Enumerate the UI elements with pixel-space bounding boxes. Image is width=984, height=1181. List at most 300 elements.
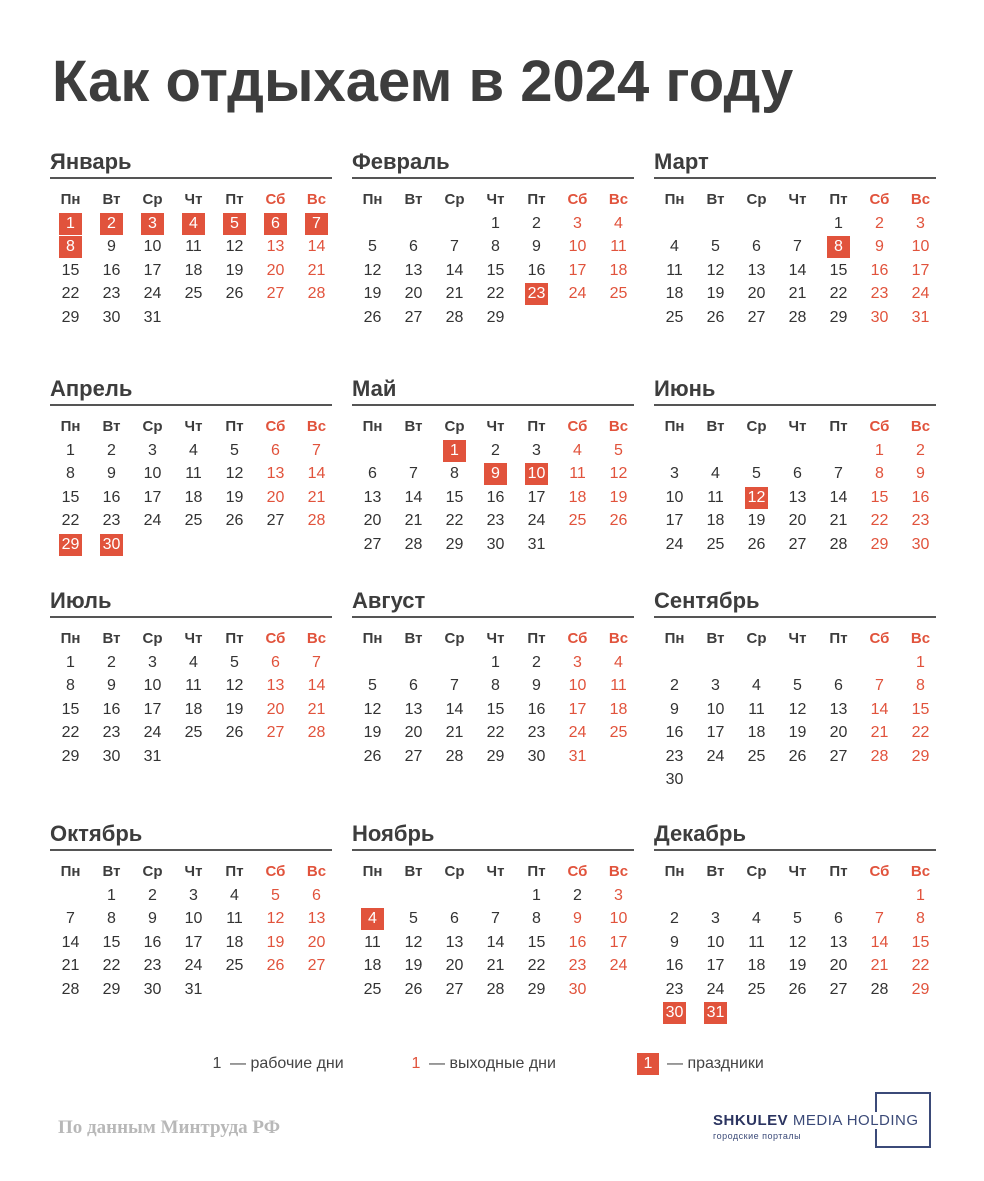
- weekend-day: 2: [916, 441, 925, 459]
- weekday-header: Ср: [444, 863, 465, 880]
- working-day: 28: [404, 535, 423, 553]
- working-day: 27: [829, 980, 848, 998]
- working-day: 30: [486, 535, 505, 553]
- weekend-day: 17: [911, 261, 930, 279]
- weekend-day: 5: [271, 886, 280, 904]
- working-day: 20: [445, 957, 464, 974]
- working-day: 19: [225, 261, 244, 279]
- weekend-day: 9: [916, 465, 925, 482]
- weekend-day: 17: [568, 261, 587, 279]
- working-day: 9: [532, 238, 541, 255]
- empty-cell: [777, 884, 818, 908]
- weekday-header: Сб: [265, 630, 286, 647]
- working-day: 18: [706, 512, 725, 529]
- working-day: 12: [225, 238, 244, 255]
- empty-cell: [352, 212, 393, 236]
- weekend-day: 20: [266, 700, 285, 718]
- working-day: 19: [404, 957, 423, 974]
- weekday-header: Чт: [788, 418, 807, 435]
- empty-cell: [352, 651, 393, 675]
- working-day: 2: [573, 886, 582, 904]
- working-day: 31: [184, 980, 203, 998]
- weekend-day: 16: [911, 488, 930, 506]
- weekend-day: 15: [870, 488, 889, 506]
- empty-cell: [695, 212, 736, 236]
- empty-cell: [736, 439, 777, 463]
- weekend-day: 3: [573, 653, 582, 671]
- working-day: 25: [665, 308, 684, 326]
- working-day: 17: [665, 512, 684, 529]
- working-day: 9: [670, 700, 679, 718]
- month-name: Август: [352, 587, 634, 618]
- working-day: 21: [61, 957, 80, 974]
- weekday-header: Вс: [910, 630, 931, 647]
- working-day: 24: [706, 747, 725, 765]
- working-day: 13: [445, 933, 464, 951]
- weekend-day: 11: [610, 677, 627, 694]
- holiday-day: 29: [50, 533, 91, 557]
- working-day: 5: [230, 653, 239, 671]
- working-day: 17: [143, 261, 162, 279]
- working-day: 29: [445, 535, 464, 553]
- working-day: 20: [404, 285, 423, 302]
- working-day: 20: [747, 285, 766, 302]
- weekday-header: Вт: [404, 863, 423, 880]
- month-days-grid: [654, 627, 936, 792]
- working-day: 23: [486, 512, 505, 529]
- working-day: 25: [747, 980, 766, 998]
- working-day: 16: [102, 700, 121, 718]
- working-day: 13: [829, 933, 848, 951]
- working-day: 11: [226, 910, 243, 927]
- month-name: Июнь: [654, 375, 936, 406]
- working-day: 22: [527, 957, 546, 974]
- holiday-day: 12: [736, 486, 777, 510]
- weekday-header: Пт: [829, 863, 848, 880]
- legend: [0, 1052, 984, 1076]
- working-day: 11: [748, 933, 765, 951]
- weekday-header: Вс: [910, 863, 931, 880]
- weekend-day: 24: [609, 957, 628, 974]
- weekday-header: Чт: [486, 863, 505, 880]
- empty-cell: [654, 439, 695, 463]
- working-day: 14: [445, 700, 464, 718]
- working-day: 2: [107, 653, 116, 671]
- weekend-day: 14: [307, 238, 326, 255]
- weekday-header: Сб: [567, 630, 588, 647]
- working-day: 19: [363, 285, 382, 302]
- working-day: 6: [752, 238, 761, 255]
- empty-cell: [736, 884, 777, 908]
- working-day: 22: [61, 512, 80, 529]
- empty-cell: [393, 651, 434, 675]
- working-day: 9: [107, 677, 116, 694]
- weekend-day: 9: [573, 910, 582, 927]
- working-day: 26: [363, 308, 382, 326]
- working-day: 17: [143, 700, 162, 718]
- working-day: 7: [450, 677, 459, 694]
- working-day: 13: [404, 261, 423, 279]
- working-day: 10: [706, 933, 725, 951]
- weekend-day: 28: [307, 512, 326, 529]
- working-day: 24: [665, 535, 684, 553]
- weekend-day: 22: [870, 512, 889, 529]
- working-day: 7: [834, 465, 843, 482]
- weekend-day: 8: [875, 465, 884, 482]
- working-day: 24: [184, 957, 203, 974]
- working-day: 10: [143, 465, 162, 482]
- working-day: 18: [184, 488, 203, 506]
- holiday-day: 1: [434, 439, 475, 463]
- weekday-header: Пт: [527, 863, 546, 880]
- working-day: 12: [225, 465, 244, 482]
- working-day: 14: [829, 488, 848, 506]
- working-day: 1: [66, 441, 75, 459]
- weekday-header: Пн: [664, 863, 685, 880]
- holiday-day: 5: [214, 212, 255, 236]
- weekday-header: Пн: [60, 863, 81, 880]
- weekend-day: 2: [875, 214, 884, 232]
- month-block: [352, 820, 634, 1001]
- weekend-day: 14: [870, 700, 889, 718]
- weekday-header: Вс: [608, 863, 629, 880]
- working-day: 12: [706, 261, 725, 279]
- month-block: [352, 375, 634, 556]
- working-day: 3: [711, 677, 720, 694]
- weekday-header: Вс: [306, 191, 327, 208]
- weekday-header: Вт: [102, 863, 121, 880]
- working-day: 1: [834, 214, 843, 232]
- working-day: 6: [368, 465, 377, 482]
- month-name: Январь: [50, 148, 332, 179]
- working-day: 10: [143, 238, 162, 255]
- weekday-header: Пт: [829, 191, 848, 208]
- weekend-day: 20: [307, 933, 326, 951]
- working-day: 27: [363, 535, 382, 553]
- working-day: 31: [143, 308, 162, 326]
- weekend-day: 8: [916, 677, 925, 694]
- working-day: 12: [788, 700, 807, 718]
- working-day: 19: [706, 285, 725, 302]
- working-day: 13: [747, 261, 766, 279]
- weekend-day: 29: [911, 980, 930, 998]
- holiday-day: 2: [91, 212, 132, 236]
- weekday-header: Чт: [788, 191, 807, 208]
- weekend-day: 24: [568, 724, 587, 741]
- empty-cell: [654, 212, 695, 236]
- working-day: 8: [450, 465, 459, 482]
- working-day: 7: [450, 238, 459, 255]
- weekday-header: Ср: [142, 630, 163, 647]
- working-day: 15: [486, 261, 505, 279]
- weekend-day: 28: [870, 747, 889, 765]
- logo-suffix: MEDIA HOLDING: [788, 1112, 919, 1129]
- working-day: 21: [404, 512, 423, 529]
- weekend-day: 21: [307, 700, 326, 718]
- working-day: 29: [486, 747, 505, 765]
- month-days-grid: [50, 860, 332, 1001]
- weekend-day: 22: [911, 724, 930, 741]
- legend-holiday-sample: 1: [637, 1053, 659, 1075]
- working-day: 16: [486, 488, 505, 506]
- weekday-header: Ср: [444, 630, 465, 647]
- weekend-day: 30: [911, 535, 930, 553]
- weekday-header: Сб: [869, 630, 890, 647]
- working-day: 18: [747, 724, 766, 741]
- weekend-day: 28: [307, 285, 326, 302]
- working-day: 4: [189, 653, 198, 671]
- working-day: 29: [61, 747, 80, 765]
- month-name: Май: [352, 375, 634, 406]
- weekend-day: 10: [568, 677, 587, 694]
- working-day: 5: [368, 238, 377, 255]
- working-day: 23: [527, 724, 546, 741]
- weekend-day: 28: [307, 724, 326, 741]
- working-day: 26: [225, 285, 244, 302]
- weekday-header: Пт: [225, 191, 244, 208]
- working-day: 17: [706, 724, 725, 741]
- weekend-day: 10: [911, 238, 930, 255]
- working-day: 20: [829, 957, 848, 974]
- empty-cell: [434, 212, 475, 236]
- weekday-header: Вт: [404, 191, 423, 208]
- holiday-day: 6: [255, 212, 296, 236]
- weekend-day: 15: [911, 700, 930, 718]
- weekend-day: 19: [609, 488, 628, 506]
- weekday-header: Сб: [265, 418, 286, 435]
- working-day: 28: [788, 308, 807, 326]
- weekend-day: 29: [911, 747, 930, 765]
- working-day: 11: [364, 933, 381, 951]
- holiday-day: 7: [296, 212, 337, 236]
- working-day: 6: [834, 910, 843, 927]
- empty-cell: [393, 212, 434, 236]
- month-days-grid: [654, 188, 936, 329]
- working-day: 6: [793, 465, 802, 482]
- empty-cell: [777, 212, 818, 236]
- working-day: 20: [363, 512, 382, 529]
- weekday-header: Чт: [184, 191, 203, 208]
- weekend-day: 6: [271, 441, 280, 459]
- working-day: 8: [491, 677, 500, 694]
- weekend-day: 24: [568, 285, 587, 302]
- weekday-header: Вт: [706, 863, 725, 880]
- working-day: 30: [527, 747, 546, 765]
- empty-cell: [859, 651, 900, 675]
- legend-working: [210, 1052, 344, 1076]
- legend-weekend-sample: 1: [411, 1055, 421, 1072]
- month-block: [654, 148, 936, 329]
- working-day: 25: [747, 747, 766, 765]
- weekend-day: 13: [266, 465, 285, 482]
- weekend-day: 14: [870, 933, 889, 951]
- working-day: 2: [670, 677, 679, 694]
- holiday-day: 4: [352, 907, 393, 931]
- working-day: 15: [486, 700, 505, 718]
- weekend-day: 18: [609, 700, 628, 718]
- working-day: 14: [404, 488, 423, 506]
- weekday-header: Пт: [225, 863, 244, 880]
- empty-cell: [434, 884, 475, 908]
- weekend-day: 9: [875, 238, 884, 255]
- weekend-day: 4: [573, 441, 582, 459]
- weekday-header: Сб: [265, 863, 286, 880]
- working-day: 2: [148, 886, 157, 904]
- month-days-grid: [654, 860, 936, 1025]
- empty-cell: [50, 884, 91, 908]
- holiday-day: 8: [50, 235, 91, 259]
- working-day: 27: [788, 535, 807, 553]
- weekday-header: Ср: [142, 863, 163, 880]
- legend-working-label: — рабочие дни: [230, 1055, 344, 1072]
- working-day: 31: [143, 747, 162, 765]
- working-day: 16: [527, 700, 546, 718]
- empty-cell: [352, 439, 393, 463]
- working-day: 5: [409, 910, 418, 927]
- weekend-day: 13: [266, 677, 285, 694]
- working-day: 10: [184, 910, 203, 927]
- working-day: 22: [61, 724, 80, 741]
- working-day: 16: [102, 261, 121, 279]
- weekend-day: 18: [568, 488, 587, 506]
- working-day: 15: [527, 933, 546, 951]
- working-day: 1: [491, 214, 500, 232]
- working-day: 19: [788, 724, 807, 741]
- weekday-header: Вс: [608, 418, 629, 435]
- working-day: 6: [834, 677, 843, 694]
- working-day: 26: [706, 308, 725, 326]
- working-day: 28: [486, 980, 505, 998]
- weekday-header: Чт: [184, 418, 203, 435]
- working-day: 5: [793, 910, 802, 927]
- working-day: 27: [266, 512, 285, 529]
- weekend-day: 10: [568, 238, 587, 255]
- weekday-header: Ср: [746, 863, 767, 880]
- holiday-day: 4: [173, 212, 214, 236]
- weekend-day: 23: [568, 957, 587, 974]
- working-day: 15: [829, 261, 848, 279]
- weekday-header: Пн: [664, 630, 685, 647]
- empty-cell: [393, 439, 434, 463]
- weekday-header: Пн: [60, 630, 81, 647]
- weekday-header: Вт: [102, 191, 121, 208]
- month-name: Апрель: [50, 375, 332, 406]
- working-day: 23: [102, 285, 121, 302]
- weekend-day: 25: [609, 724, 628, 741]
- weekend-day: 13: [307, 910, 326, 927]
- month-name: Март: [654, 148, 936, 179]
- weekend-day: 29: [870, 535, 889, 553]
- working-day: 25: [184, 285, 203, 302]
- working-day: 14: [788, 261, 807, 279]
- weekend-day: 1: [916, 653, 925, 671]
- weekday-header: Пн: [362, 863, 383, 880]
- working-day: 22: [102, 957, 121, 974]
- working-day: 5: [711, 238, 720, 255]
- working-day: 8: [66, 465, 75, 482]
- working-day: 25: [225, 957, 244, 974]
- working-day: 26: [363, 747, 382, 765]
- weekend-day: 21: [307, 488, 326, 506]
- weekday-header: Ср: [746, 191, 767, 208]
- weekend-day: 21: [870, 957, 889, 974]
- weekday-header: Пт: [829, 630, 848, 647]
- working-day: 3: [148, 441, 157, 459]
- working-day: 9: [107, 238, 116, 255]
- working-day: 9: [670, 933, 679, 951]
- working-day: 26: [788, 980, 807, 998]
- working-day: 2: [670, 910, 679, 927]
- weekend-day: 4: [614, 214, 623, 232]
- weekend-day: 6: [271, 653, 280, 671]
- working-day: 14: [445, 261, 464, 279]
- working-day: 5: [230, 441, 239, 459]
- working-day: 3: [148, 653, 157, 671]
- holiday-day: 31: [695, 1001, 736, 1025]
- legend-weekend-label: — выходные дни: [429, 1055, 556, 1072]
- weekend-day: 17: [568, 700, 587, 718]
- working-day: 13: [829, 700, 848, 718]
- working-day: 28: [829, 535, 848, 553]
- working-day: 27: [445, 980, 464, 998]
- holiday-day: 10: [516, 462, 557, 486]
- working-day: 22: [445, 512, 464, 529]
- working-day: 18: [747, 957, 766, 974]
- working-day: 19: [225, 700, 244, 718]
- month-block: [50, 148, 332, 329]
- weekend-day: 26: [266, 957, 285, 974]
- weekday-header: Ср: [746, 630, 767, 647]
- working-day: 27: [404, 308, 423, 326]
- working-day: 1: [66, 653, 75, 671]
- working-day: 23: [102, 724, 121, 741]
- empty-cell: [818, 884, 859, 908]
- empty-cell: [654, 884, 695, 908]
- working-day: 25: [184, 512, 203, 529]
- weekend-day: 31: [911, 308, 930, 326]
- month-days-grid: [352, 627, 634, 768]
- holiday-day: 30: [91, 533, 132, 557]
- weekday-header: Сб: [567, 191, 588, 208]
- weekday-header: Чт: [486, 418, 505, 435]
- weekend-day: 3: [573, 214, 582, 232]
- weekend-day: 17: [609, 933, 628, 951]
- empty-cell: [695, 884, 736, 908]
- working-day: 17: [184, 933, 203, 951]
- working-day: 18: [225, 933, 244, 951]
- working-day: 14: [486, 933, 505, 951]
- working-day: 5: [752, 465, 761, 482]
- weekday-header: Пн: [60, 418, 81, 435]
- weekday-header: Вс: [306, 863, 327, 880]
- working-day: 11: [185, 238, 202, 255]
- working-day: 2: [532, 653, 541, 671]
- weekday-header: Сб: [567, 863, 588, 880]
- weekend-day: 23: [870, 285, 889, 302]
- working-day: 4: [752, 910, 761, 927]
- weekend-day: 16: [568, 933, 587, 951]
- working-day: 23: [102, 512, 121, 529]
- working-day: 31: [527, 535, 546, 553]
- working-day: 11: [748, 700, 765, 718]
- weekday-header: Вт: [706, 191, 725, 208]
- weekday-header: Пн: [664, 418, 685, 435]
- weekday-header: Ср: [444, 418, 465, 435]
- working-day: 4: [189, 441, 198, 459]
- working-day: 22: [829, 285, 848, 302]
- weekday-header: Чт: [788, 863, 807, 880]
- working-day: 15: [445, 488, 464, 506]
